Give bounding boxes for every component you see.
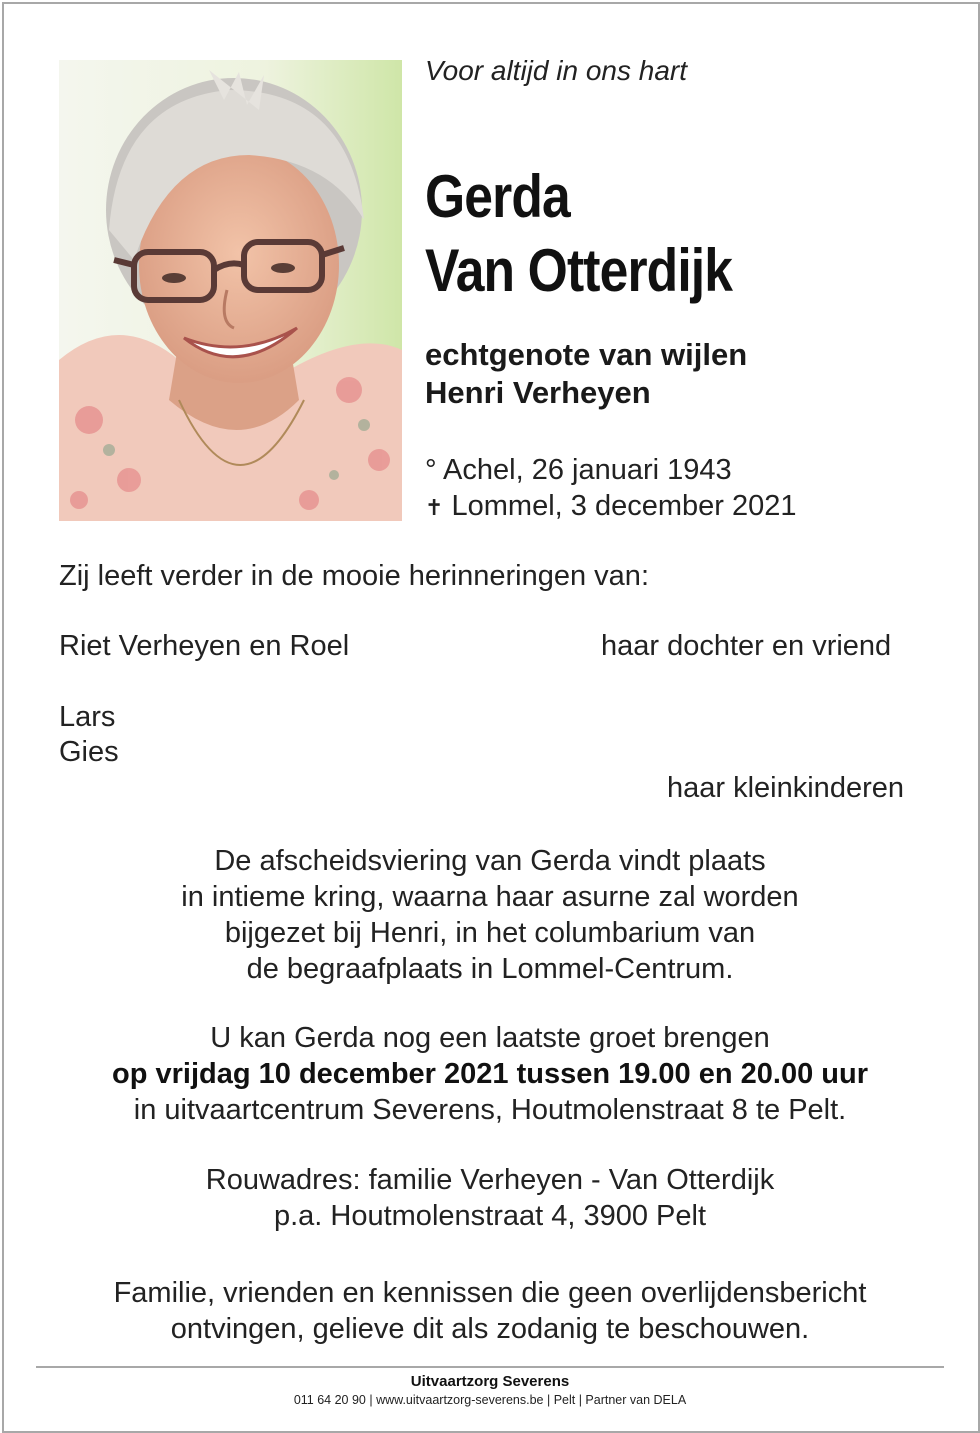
visit-location: in uitvaartcentrum Severens, Houtmolenstraat 8 te Pelt. [133, 1094, 847, 1126]
address-line-1: Rouwadres: familie Verheyen - Van Otterdijk [205, 1164, 775, 1196]
ceremony-text [40, 843, 940, 987]
death-date: Lommel, 3 december 2021 [451, 490, 797, 522]
birth-date: ° Achel, 26 januari 1943 [425, 454, 732, 486]
deceased-name [425, 160, 732, 308]
last-name: Van Otterdijk [425, 237, 733, 304]
motto: Voor altijd in ons hart [425, 55, 687, 86]
grandchild-name: Gies [59, 736, 119, 768]
footer-divider [36, 1366, 944, 1368]
footer-contact-info: 011 64 20 90 | www.uitvaartzorg-severens.be | Pelt | Partner van DELA [293, 1393, 687, 1407]
first-name: Gerda [425, 163, 570, 230]
cross-icon: ✝ [425, 495, 444, 520]
ceremony-line: De afscheidsviering van Gerda vindt plaats [214, 845, 766, 877]
closing-note [40, 1275, 940, 1347]
spouse-line-2: Henri Verheyen [425, 375, 651, 410]
spouse-line-1: echtgenote van wijlen [425, 337, 748, 372]
children-names: Riet Verheyen en Roel [59, 630, 350, 662]
ceremony-line: de begraafplaats in Lommel-Centrum. [246, 953, 734, 985]
ceremony-line: in intieme kring, waarna haar asurne zal worden [181, 881, 799, 913]
portrait-photo [59, 60, 402, 521]
closing-line-2: ontvingen, gelieve dit als zodanig te beschouwen. [170, 1313, 810, 1345]
life-dates [425, 452, 796, 526]
family-intro: Zij leeft verder in de mooie herinneringen van: [59, 560, 649, 592]
mourning-address [40, 1162, 940, 1234]
closing-line-1: Familie, vrienden en kennissen die geen overlijdensbericht [113, 1277, 867, 1309]
spouse-relation [425, 336, 747, 412]
ceremony-line: bijgezet bij Henri, in het columbarium van [224, 917, 756, 949]
children-relation: haar dochter en vriend [601, 630, 892, 662]
grandchild-name: Lars [59, 701, 116, 733]
visit-text [40, 1020, 940, 1128]
address-line-2: p.a. Houtmolenstraat 4, 3900 Pelt [273, 1200, 707, 1232]
death-date-row [425, 488, 796, 526]
grandchildren-relation: haar kleinkinderen [667, 772, 904, 804]
footer-title: Uitvaartzorg Severens [410, 1373, 570, 1390]
visit-line-1: U kan Gerda nog een laatste groet brengen [210, 1022, 770, 1054]
visit-datetime: op vrijdag 10 december 2021 tussen 19.00 en 20.00 uur [112, 1058, 868, 1090]
